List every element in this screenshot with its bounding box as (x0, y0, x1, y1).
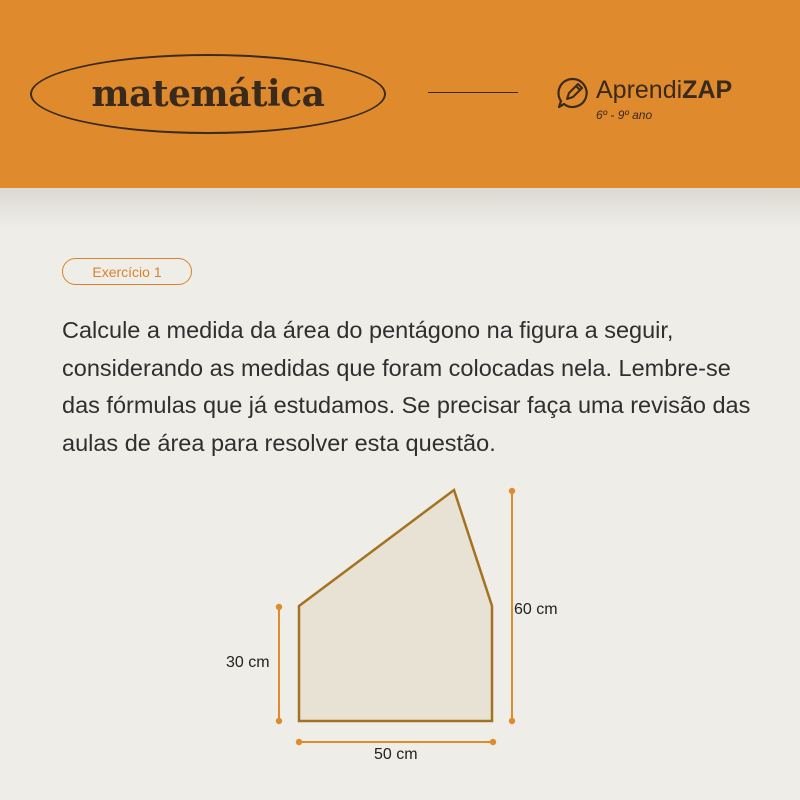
exercise-badge: Exercício 1 (62, 258, 192, 285)
height-left-endpoint-top (276, 604, 282, 610)
brand-subtitle: 6º - 9º ano (596, 108, 653, 122)
height-left-endpoint-bottom (276, 718, 282, 724)
height-total-label: 60 cm (514, 601, 558, 618)
brand-name-light: Aprendi (596, 76, 683, 104)
height-left-label: 30 cm (226, 654, 270, 671)
question-text: Calcule a medida da área do pentágono na figura a seguir, considerando as medidas que foram colocadas nela. Lembre-se das fórmulas que já estudamos. Se precisar faça uma revisão das aulas de área para resolver esta questão. (62, 317, 751, 456)
height-total-endpoint-top (509, 488, 515, 494)
brand-name-bold: ZAP (682, 76, 733, 104)
width-endpoint-right (490, 739, 496, 745)
pentagon-shape (299, 490, 492, 721)
subject-title: matemática (91, 73, 325, 115)
height-total-endpoint-bottom (509, 718, 515, 724)
width-label: 50 cm (374, 746, 418, 763)
width-endpoint-left (296, 739, 302, 745)
